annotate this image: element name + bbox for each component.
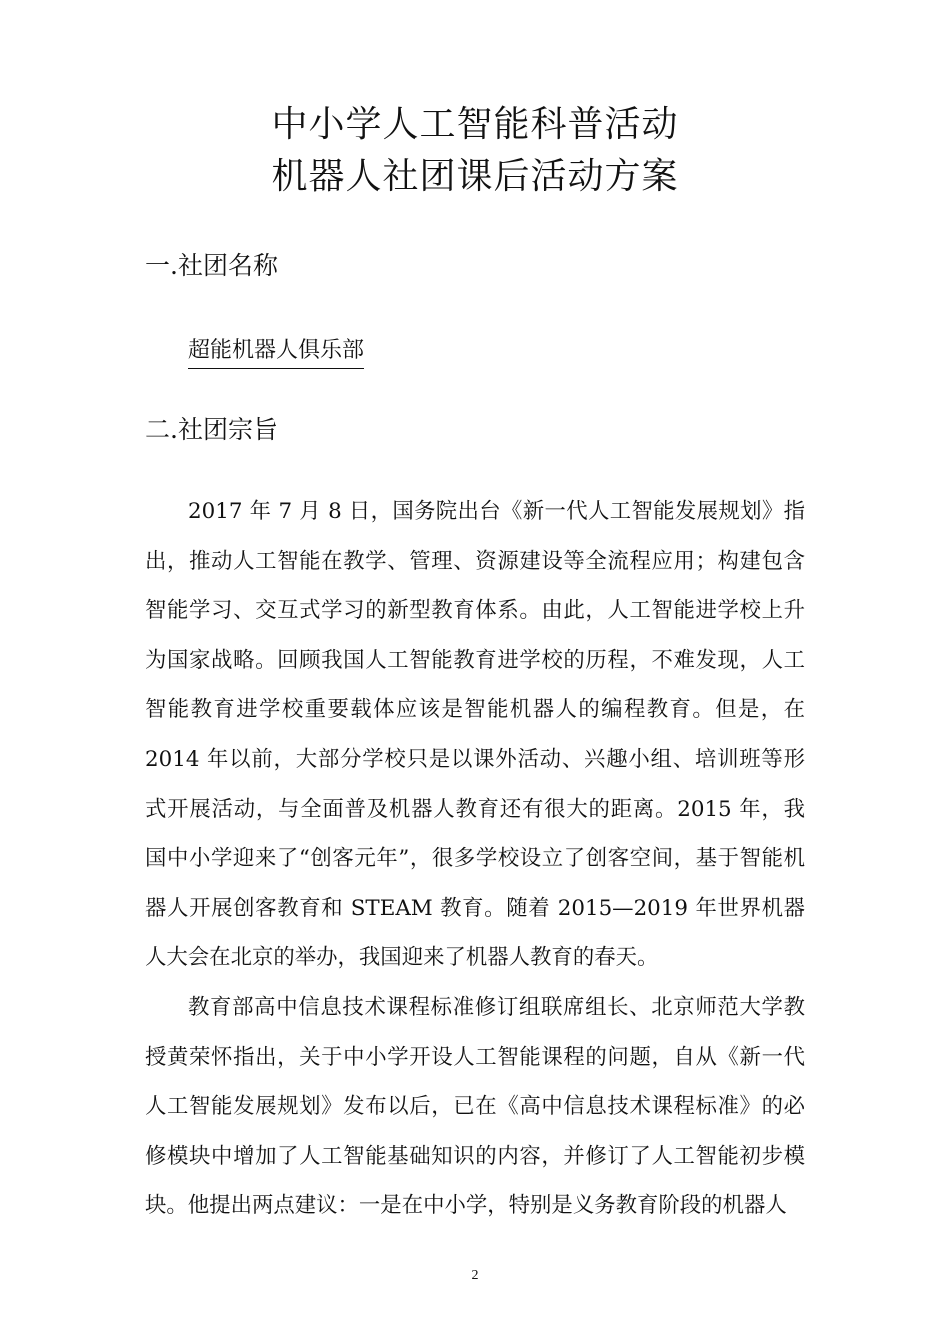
body-paragraph-2: 教育部高中信息技术课程标准修订组联席组长、北京师范大学教授黄荣怀指出，关于中小学开设人工智能课程的问题，自从《新一代人工智能发展规划》发布以后，已在《高中信息技术课程标准》的必修模块中增加了人工智能基础知识的内容，并修订了人工智能初步模块。他提出两点建议：一是在中小学，特别是义务教育阶段的机器人 — [145, 995, 805, 1219]
club-name-text: 超能机器人俱乐部 — [188, 336, 364, 369]
page-number: 2 — [471, 1268, 479, 1283]
section-heading-purpose: 二.社团宗旨 — [145, 415, 278, 444]
document-title-line-1: 中小学人工智能科普活动 — [271, 104, 679, 145]
body-paragraph-1: 2017 年 7 月 8 日，国务院出台《新一代人工智能发展规划》指出，推动人工智能在教学、管理、资源建设等全流程应用；构建包含智能学习、交互式学习的新型教育体系。由此，人工智能进学校上升为国家战略。回顾我国人工智能教育进学校的历程，不难发现，人工智能教育进学校重要载体应该是智能机器人的编程教育。但是，在 2014 年以前，大部分学校只是以课外活动、兴趣小组、培训班等形式开展活动，与全面普及机器人教育还有很大的距离。2015 年，我国中小学迎来了“创客元年”，很多学校设立了创客空间，基于智能机器人开展创客教育和 STEAM 教育。随着 2015—2019 年世界机器人大会在北京的举办，我国迎来了机器人教育的春天。 — [145, 499, 805, 971]
section-heading-club-name: 一.社团名称 — [145, 251, 278, 280]
document-title-line-2: 机器人社团课后活动方案 — [271, 156, 679, 197]
